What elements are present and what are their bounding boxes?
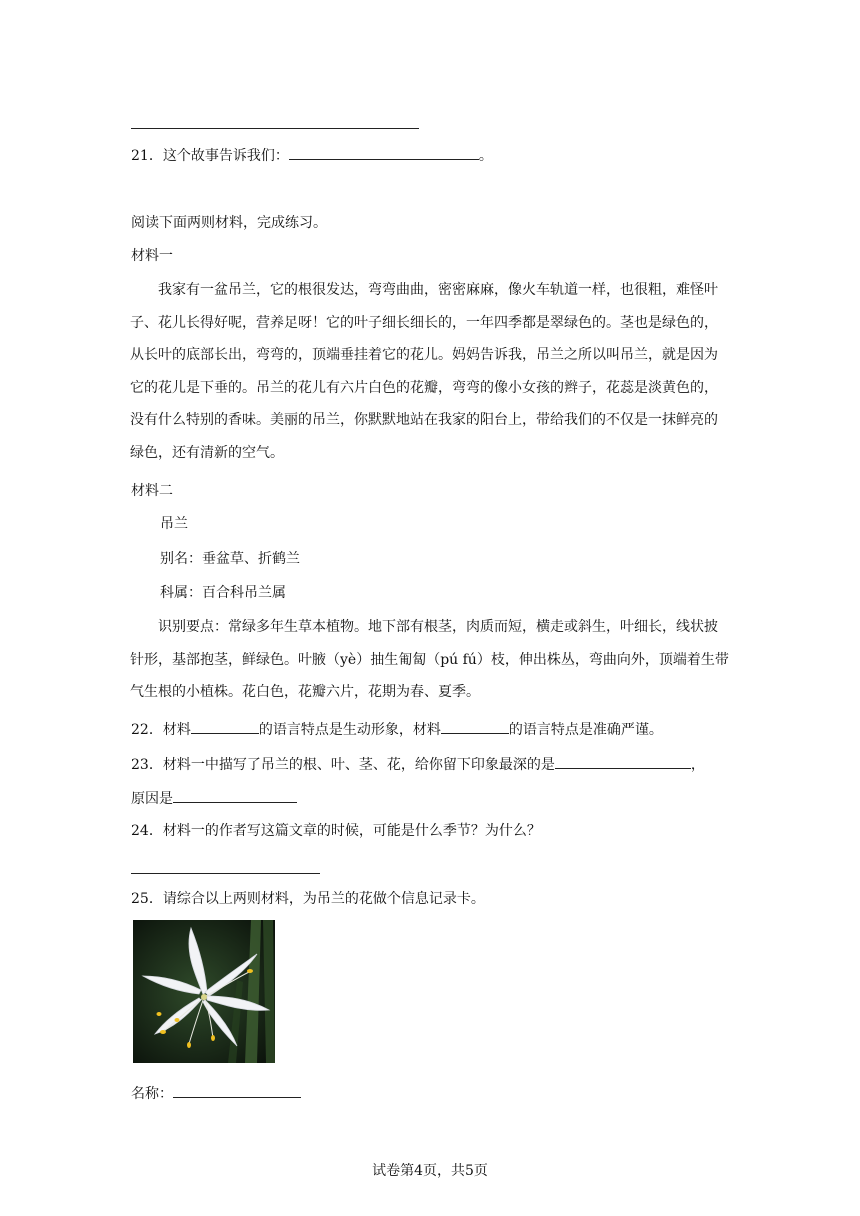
flower-illustration	[133, 920, 275, 1063]
material-1-text: 我家有一盆吊兰，它的根很发达，弯弯曲曲，密密麻麻，像火车轨道一样，也很粗，难怪叶子、花儿长得好呢，营养足呀！它的叶子细长细长的，一年四季都是翠绿色的。茎也是绿色的，从长叶的底部长出，弯弯的，顶端垂挂着它的花儿。妈妈告诉我，吊兰之所以叫吊兰，就是因为它的花儿是下垂的。吊兰的花儿有六片白色的花瓣，弯弯的像小女孩的辫子，花蕊是淡黄色的，没有什么特别的香味。美丽的吊兰，你默默地站在我家的阳台上，带给我们的不仅是一抹鲜亮的绿色，还有清新的空气。	[130, 282, 718, 461]
info-card-name-blank[interactable]	[173, 1083, 301, 1098]
info-card-name-row	[131, 1083, 301, 1104]
page-footer: 试卷第4页，共5页	[372, 1163, 488, 1179]
question-23: 23．材料一中描写了吊兰的根、叶、茎、花，给你留下印象最深的是 ，	[131, 754, 705, 775]
question-24: 24．材料一的作者写这篇文章的时候，可能是什么季节？为什么？	[131, 823, 541, 839]
question-22-blank-1[interactable]	[191, 719, 259, 734]
question-21-blank[interactable]	[289, 145, 479, 160]
material-1-paragraph	[130, 274, 730, 469]
material-2-family: 科属：百合科吊兰属	[160, 585, 286, 601]
question-22-blank-2[interactable]	[441, 719, 509, 734]
question-22: 22．材料 的语言特点是生动形象，材料 的语言特点是准确严谨。	[131, 719, 663, 740]
material-2-alias: 别名：垂盆草、折鹤兰	[160, 551, 300, 567]
question-21: 21．这个故事告诉我们： 。	[131, 145, 493, 166]
question-21-text: 21．这个故事告诉我们：	[131, 148, 289, 164]
spider-plant-flower-photo	[133, 920, 275, 1063]
answer-blank-line[interactable]	[131, 128, 419, 129]
question-23-blank-1[interactable]	[555, 754, 691, 769]
material-1-heading: 材料一	[131, 248, 173, 264]
material-2-plant-name: 吊兰	[160, 516, 188, 532]
question-23-blank-2[interactable]	[173, 788, 297, 803]
material-2-features	[130, 611, 730, 709]
question-25: 25．请综合以上两则材料，为吊兰的花做个信息记录卡。	[131, 891, 485, 907]
info-card-name-label: 名称：	[131, 1086, 173, 1102]
question-24-answer-line[interactable]	[131, 873, 320, 874]
reading-instruction: 阅读下面两则材料，完成练习。	[131, 215, 327, 231]
material-2-heading: 材料二	[131, 483, 173, 499]
material-2-features-text: 识别要点：常绿多年生草本植物。地下部有根茎，肉质而短，横走或斜生，叶细长，线状披针形，基部抱茎，鲜绿色。叶腋（yè）抽生匍匐（pú fú）枝，伸出株丛，弯曲向外，顶端着生带气生根的小植株。花白色，花瓣六片，花期为春、夏季。	[130, 619, 729, 700]
question-23-reason: 原因是	[131, 788, 297, 809]
